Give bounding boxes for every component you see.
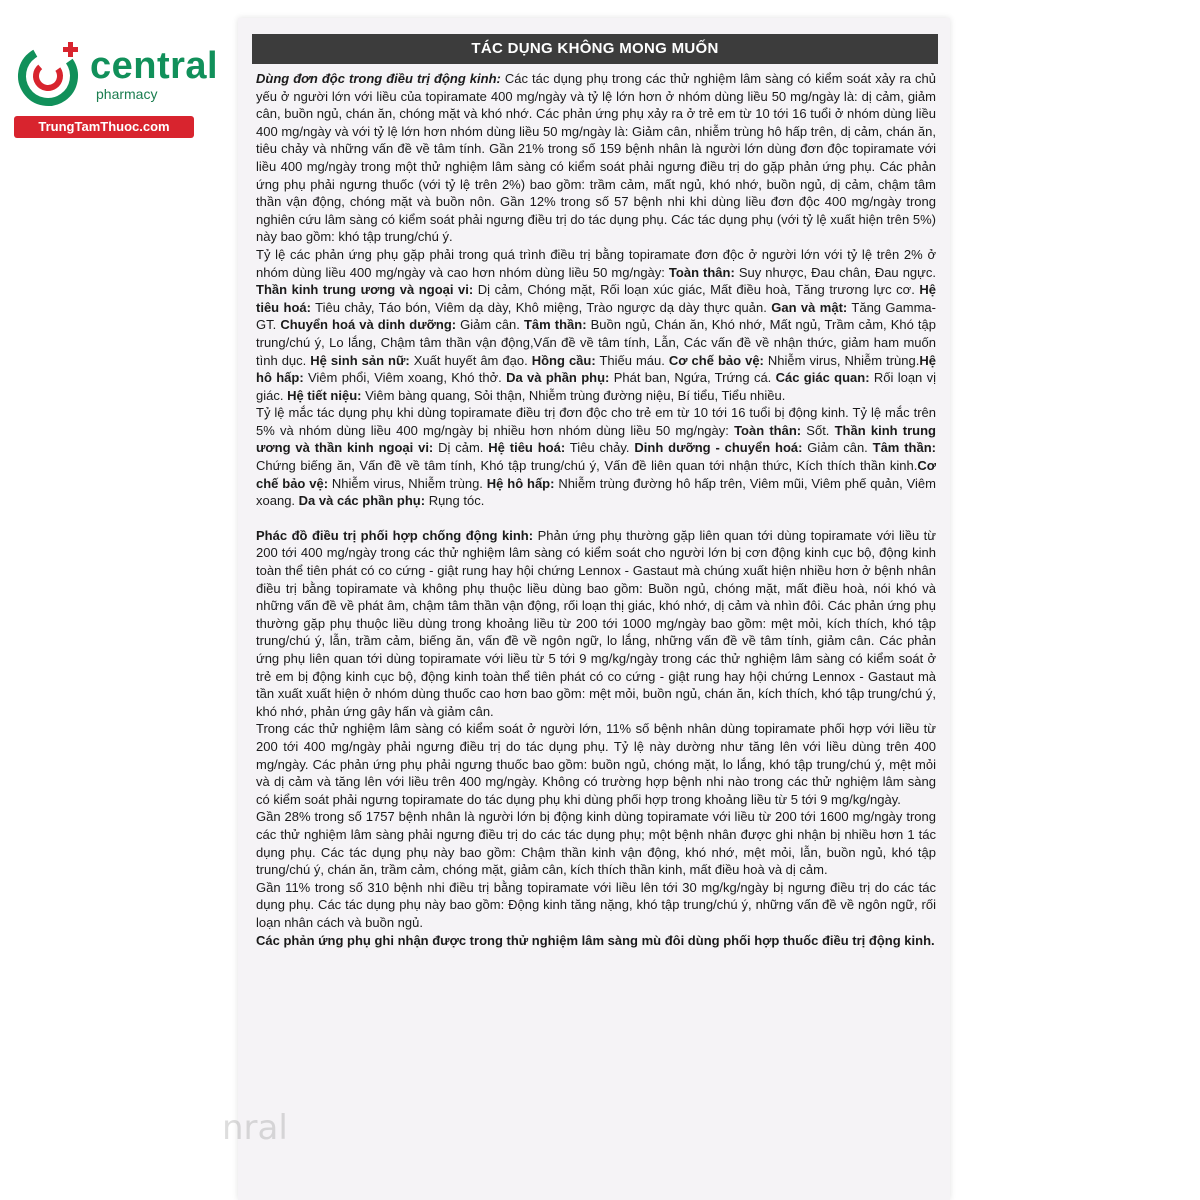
paragraph-heading: Thần kinh trung ương và ngoại vi:: [256, 282, 474, 298]
paragraph-text: Gần 28% trong số 1757 bệnh nhân là người lớn bị động kinh dùng topiramate với liều từ 200 tới 1600 mg/ngày trong các thử nghiệm lâm sàng phải ngưng điều trị do các tác dụng phụ; một bệnh nhân được ghi nhận bị nhiều hơn 1 tác dụng phụ. Các tác dụng phụ này bao gồm: Chậm thần kinh vận động, khó nhớ, mệt mỏi, lẫn, buồn ngủ, khó tập trung/chú ý, chán ăn, trầm cảm, chóng mặt, giảm cân, kích thích thần kinh, mất điều hoà và dị cảm.: [256, 809, 936, 878]
paragraph-heading: Da và phần phụ:: [506, 370, 610, 386]
paragraph: [256, 808, 936, 878]
paragraph-text: Nhiễm trùng đường hô hấp trên, Viêm mũi, Viêm phế quản, Viêm xoang.: [256, 475, 936, 509]
paragraph-text: Tăng Gamma-GT.: [256, 299, 936, 333]
central-logo-mark-icon: [12, 36, 88, 112]
paragraph-heading: Thần kinh trung ương và thần kinh ngoại vi:: [256, 422, 936, 456]
paragraph-text: Viêm phổi, Viêm xoang, Khó thở.: [303, 370, 507, 386]
paragraph-text: Phát ban, Ngứa, Trứng cá.: [609, 370, 776, 386]
paragraph-heading: Các phản ứng phụ ghi nhận được trong thử nghiệm lâm sàng mù đôi dùng phối hợp thuốc điều trị động kinh.: [256, 932, 935, 948]
paragraph-heading: Dinh dưỡng - chuyển hoá:: [634, 440, 803, 456]
watermark-text: nral: [222, 1108, 288, 1148]
paragraph-heading: Hồng cầu:: [531, 352, 596, 368]
paragraph: [256, 404, 936, 510]
paragraph-text: Giảm cân.: [802, 440, 873, 456]
paragraph-text: Dị cảm.: [433, 440, 489, 456]
paragraph-heading: Toàn thân:: [668, 264, 735, 280]
paragraph-text: Rụng tóc.: [425, 493, 485, 509]
paragraph-heading: Tâm thần:: [872, 440, 936, 456]
paragraph-text: Giảm cân.: [456, 317, 524, 333]
paragraph-text: Buồn ngủ, Chán ăn, Khó nhớ, Mất ngủ, Trầm cảm, Khó tập trung/chú ý, Lo lắng, Chậm tâm thần vận động,Vấn đề về tâm tính, Lẫn, Các vấn đề về nhận thức, giảm ham muốn tình dục.: [256, 317, 936, 368]
paragraph-text: Nhiễm virus, Nhiễm trùng.: [763, 352, 920, 368]
logo-subtitle: pharmacy: [96, 86, 158, 102]
paragraph-heading: Hệ hô hấp:: [486, 475, 555, 491]
paragraph-text: Phản ứng phụ thường gặp liên quan tới dùng topiramate với liều từ 200 tới 400 mg/ngày trong các thử nghiệm lâm sàng có kiểm soát cho người lớn bị cơn động kinh cục bộ, động kinh toàn thể tiên phát có co cứng - giật rung hay hội chứng Lennox - Gastaut mà chúng xuất hiện nhiều hơn ở bệnh nhân điều trị bằng topiramate và không phụ thuộc liều dùng bao gồm: Buồn ngủ, chóng mặt, mất điều hoà, nói khó và những vấn đề về phát âm, chậm tâm thần vận động, rối loạn thị giác, khó nhớ, dị cảm và nhìn đôi. Các phản ứng phụ thường gặp phụ thuộc liều dùng trong khoảng liều từ 200 tới 1000 mg/ngày bao gồm: mệt mỏi, kích thích, khó tập trung/chú ý, lẫn, trầm cảm, biếng ăn, vấn đề về ngôn ngữ, lo lắng, những vấn đề về tâm tính, giảm cân. Các phản ứng phụ liên quan tới dùng topiramate với liều từ 5 tới 9 mg/kg/ngày trong các thử nghiệm lâm sàng có kiểm soát ở trẻ em bị động kinh cục bộ, động kinh toàn thể tiên phát có co cứng - giật rung hay hội chứng Lennox - Gastaut mà tần xuất xuất hiện ở nhóm dùng thuốc cao hơn bao gồm: mệt mỏi, buồn ngủ, chán ăn, kích thích, khó tập trung/chú ý, khó nhớ, phản ứng gây hấn và giảm cân.: [256, 527, 936, 719]
paragraph-text: Sốt.: [801, 422, 835, 438]
paragraph-heading: Gan và mật:: [771, 299, 848, 315]
paragraph-heading: Hệ hô hấp:: [256, 352, 936, 386]
paragraph-text: Thiếu máu.: [595, 352, 669, 368]
paragraph-heading: Cơ chế bảo vệ:: [256, 458, 936, 491]
paragraph-text: Trong các thử nghiệm lâm sàng có kiểm soát ở người lớn, 11% số bệnh nhân dùng topiramate phối hợp với liều từ 200 tới 400 mg/ngày phải ngưng điều trị do tác dụng phụ. Tỷ lệ này dường như tăng lên với liều dùng trên 400 mg/ngày. Các phản ứng phụ phải ngưng thuốc bao gồm: buồn ngủ, chóng mặt, lo lắng, khó tập trung/chú ý, mệt mỏi và dị cảm và tăng lên với liều trên 400 mg/ngày. Không có trường hợp bệnh nhi nào trong các thử nghiệm lâm sàng có kiểm soát phải ngưng topiramate do tác dụng phụ khi dùng phối hợp trong khoảng liều từ 5 tới 9 mg/kg/ngày.: [256, 721, 936, 807]
paragraph: [256, 720, 936, 808]
paragraph-text: Gần 11% trong số 310 bệnh nhi điều trị bằng topiramate với liều lên tới 30 mg/kg/ngày bị ngưng điều trị do các tác dụng phụ. Các tác dụng phụ này bao gồm: Động kinh tăng nặng, khó tập trung/chú ý, những vấn đề về ngôn ngữ, rối loạn nhân cách và buồn ngủ.: [256, 879, 936, 930]
paragraph-text: Các tác dụng phụ trong các thử nghiệm lâm sàng có kiểm soát xảy ra chủ yếu ở người lớn với liều của topiramate 400 mg/ngày và tỷ lệ lớn hơn ở nhóm dùng liều 50 mg/ngày là: dị cảm, giảm cân, buồn ngủ, chán ăn, chóng mặt và khó nhớ. Các phản ứng phụ xảy ra ở trẻ em từ 10 tới 16 tuổi ở nhóm dùng liều 400 mg/ngày và với tỷ lệ lớn hơn nhóm dùng liều 50 mg/ngày là: Giảm cân, nhiễm trùng hô hấp trên, dị cảm, chán ăn, tiêu chảy và những vấn đề về tâm tính. Gần 21% trong số 159 bệnh nhân là người lớn dùng đơn độc topiramate với liều 400 mg/ngày trong một thử nghiệm lâm sàng có kiểm soát phải ngưng điều trị do gặp phản ứng phụ. Các phản ứng phụ phải ngưng thuốc (với tỷ lệ trên 2%) bao gồm: trầm cảm, mất ngủ, khó nhớ, buồn ngủ, dị cảm, chậm tâm thần vận động, chóng mặt và buồn nôn. Gần 12% trong số 57 bệnh nhi khi dùng liều đơn độc 400 mg/ngày trong nghiên cứu lâm sàng có kiểm soát phải ngưng điều trị do tác dụng phụ. Các tác dụng phụ (với tỷ lệ xuất hiện trên 5%) này bao gồm: khó tập trung/chú ý.: [256, 71, 936, 245]
paragraph-heading: Cơ chế bảo vệ:: [668, 352, 764, 368]
paragraph: [256, 527, 936, 721]
paragraph-text: Xuất huyết âm đạo.: [409, 352, 532, 368]
document-page: [238, 18, 950, 1200]
paragraph-heading: Hệ sinh sản nữ:: [310, 352, 410, 368]
paragraph-text: Rối loạn vị giác.: [256, 370, 936, 403]
paragraph-text: Nhiễm virus, Nhiễm trùng.: [328, 475, 487, 491]
paragraph-heading: Phác đồ điều trị phối hợp chống động kinh:: [256, 527, 534, 543]
paragraph-heading: Tâm thần:: [523, 317, 587, 333]
paragraph: [256, 932, 936, 950]
paragraph-text: Tỷ lệ mắc tác dụng phụ khi dùng topiramate điều trị đơn độc cho trẻ em từ 10 tới 16 tuổi bị động kinh. Tỷ lệ mắc trên 5% và nhóm dùng liều 400 mg/ngày bị nhiều hơn nhóm dùng liều 50 mg/ngày:: [256, 405, 936, 438]
paragraph-text: Suy nhược, Đau chân, Đau ngực.: [734, 264, 936, 280]
paragraph-text: Viêm bàng quang, Sỏi thận, Nhiễm trùng đường niệu, Bí tiểu, Tiểu nhiều.: [361, 387, 786, 403]
paragraph: [256, 246, 936, 404]
paragraph-heading: Các giác quan:: [775, 370, 870, 386]
logo-wordmark: central: [90, 45, 219, 87]
paragraph-heading: Chuyển hoá và dinh dưỡng:: [280, 317, 457, 333]
paragraph-text: Tỷ lệ các phản ứng phụ gặp phải trong quá trình điều trị bằng topiramate đơn độc ở người lớn với tỷ lệ trên 2% ở nhóm dùng liều 400 mg/ngày và cao hơn nhóm dùng liều 50 mg/ngày:: [256, 246, 936, 280]
central-pharmacy-logo[interactable]: [8, 36, 223, 136]
paragraph-text: Dị cảm, Chóng mặt, Rối loạn xúc giác, Mất điều hoà, Tăng trương lực cơ.: [473, 282, 920, 298]
logo-site-badge[interactable]: TrungTamThuoc.com: [14, 116, 194, 138]
paragraph: [256, 70, 936, 246]
paragraph-heading: Toàn thân:: [734, 422, 802, 438]
paragraph-text: Tiêu chảy, Táo bón, Viêm dạ dày, Khô miệng, Trào ngược dạ dày thực quản.: [310, 299, 772, 315]
paragraph-heading: Hệ tiêu hoá:: [488, 440, 566, 456]
paragraph-text: Tiêu chảy.: [565, 440, 635, 456]
paragraph-heading: Da và các phần phụ:: [298, 493, 426, 509]
document-body: [256, 70, 936, 949]
paragraph-text: Chứng biếng ăn, Vấn đề về tâm tính, Khó tập trung/chú ý, Vấn đề liên quan tới nhận thức, Kích thích thần kinh.: [256, 458, 918, 474]
paragraph-heading: Dùng đơn độc trong điều trị động kinh:: [256, 71, 501, 86]
paragraph: [256, 879, 936, 932]
paragraph-heading: Hệ tiết niệu:: [287, 387, 362, 403]
paragraph-heading: Hệ tiêu hoá:: [256, 282, 936, 315]
section-heading: TÁC DỤNG KHÔNG MONG MUỐN: [252, 34, 938, 64]
